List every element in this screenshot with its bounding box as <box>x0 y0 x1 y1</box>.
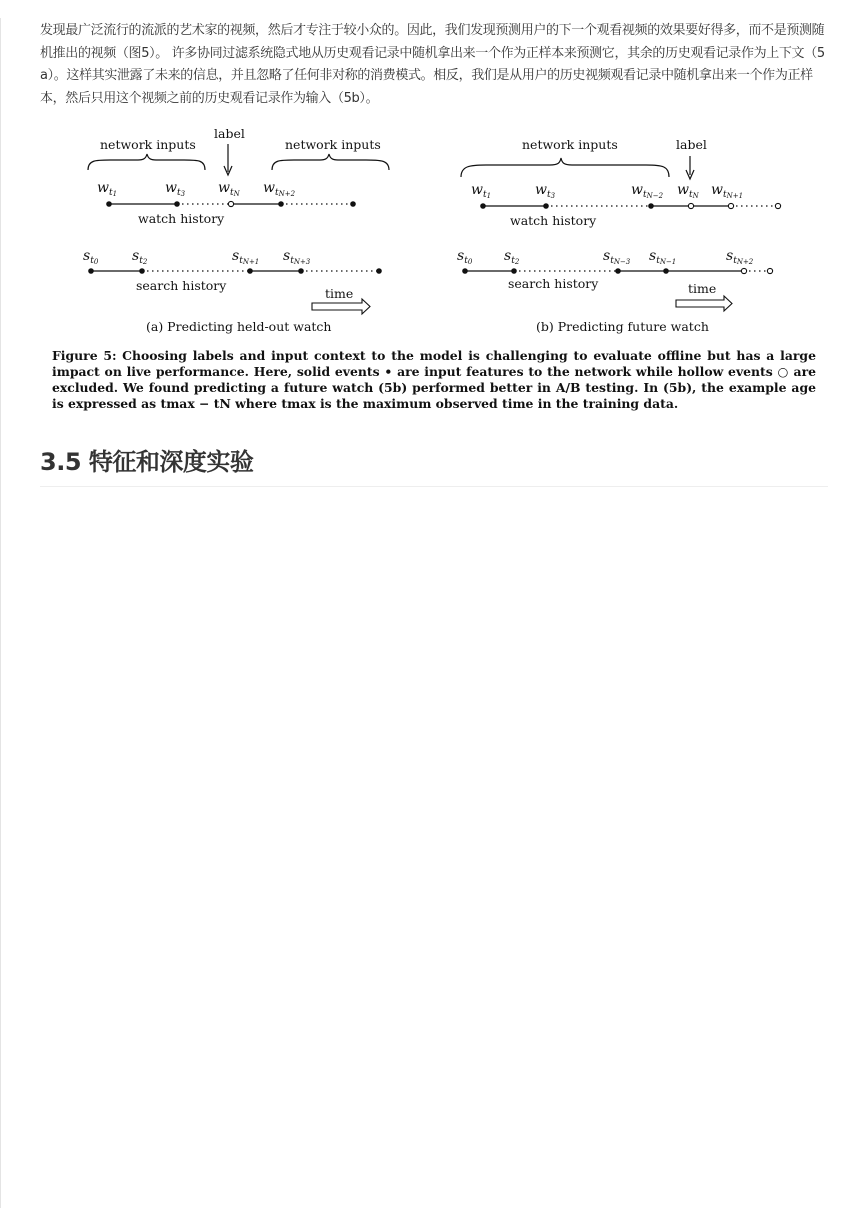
panel-b-search-event-5 <box>741 268 746 273</box>
panel-a-label: label <box>214 126 245 141</box>
section-heading: 3.5 特征和深度实验 <box>40 448 254 476</box>
panel-a-subcaption: (a) Predicting held-out watch <box>146 319 332 334</box>
panel-b-search-event-6 <box>767 268 772 273</box>
panel-b-search-label-1: st0 <box>457 248 473 266</box>
panel-b-watch-label-5: wtN+1 <box>711 182 744 200</box>
panel-b-watch-label-1: wt1 <box>471 182 492 200</box>
panel-b-watch-label-2: wt3 <box>535 182 556 200</box>
panel-a-search-history: search history <box>136 278 227 293</box>
panel-b-search-label-5: stN+2 <box>726 248 754 266</box>
panel-b-label: label <box>676 137 707 152</box>
panel-b-search-label-4: stN−1 <box>649 248 677 266</box>
panel-a-time-label: time <box>325 286 354 301</box>
panel-a-brace-2 <box>272 154 389 170</box>
panel-b-brace <box>461 158 669 177</box>
panel-b-watch-history: watch history <box>510 213 597 228</box>
panel-b-search-event-1 <box>462 268 468 274</box>
panel-b-time-arrow-icon <box>676 296 732 311</box>
panel-a-watch-event-3 <box>278 201 284 207</box>
body-paragraph: 发现最广泛流行的流派的艺术家的视频，然后才专注于较小众的。因此，我们发现预测用户的下一个观看视频的效果要好得多，而不是预测随机推出的视频（图5）。 许多协同过滤系统隐式地从历史观看记录中随机拿出来一个作为正样本来预测它，其余的历史观看记录作为上下文（5a）。这样其实泄露了未来的信息，并且忽略了任何非对称的消费模式。相反，我们是从用户的历史视频观看记录中随机拿出来一个作为正样本，然后只用这个视频之前的历史观看记录作为输入（5b）。 <box>40 23 825 106</box>
figure-caption-text: Choosing labels and input context to the model is challenging to evaluate offline but has a large impact on live performance. Here, solid events • are input features to the network while hollow events ○ are excluded. We found predicting a future watch (5b) performed better in A/B testing. In (5b), the example age is expressed as tmax − tN where tmax is the maximum observed time in the training data. <box>52 348 816 411</box>
panel-a-watch-label-2: wt3 <box>165 180 186 198</box>
panel-b-watch-label-4: wtN <box>677 182 699 200</box>
panel-b-subcaption: (b) Predicting future watch <box>536 319 709 334</box>
panel-a-watch-event-1 <box>106 201 112 207</box>
section-heading-container <box>40 446 828 487</box>
panel-a-watch-label-3: wtN <box>218 180 240 198</box>
panel-b-search-event-2 <box>511 268 517 274</box>
article-content <box>40 20 828 487</box>
figure-caption <box>52 348 816 412</box>
panel-b-watch-event-5 <box>775 203 780 208</box>
panel-b-search-label-2: st2 <box>504 248 520 266</box>
panel-a-watch-event-4 <box>350 201 356 207</box>
panel-a-search-event-2 <box>139 268 145 274</box>
panel-a-watch-label-4: wtN+2 <box>263 180 296 198</box>
figure-5-diagram <box>40 122 828 342</box>
left-border <box>0 18 1 1208</box>
panel-a-search-label-1: st0 <box>83 248 99 266</box>
panel-a-search-event-5 <box>376 268 382 274</box>
panel-b-network-inputs: network inputs <box>522 137 618 152</box>
figure-caption-label: Figure 5: <box>52 348 117 363</box>
panel-a-search-label-3: stN+1 <box>232 248 260 266</box>
panel-b-time-label: time <box>688 281 717 296</box>
panel-b-watch-label-3: wtN−2 <box>631 182 664 200</box>
panel-b-watch-event-3 <box>648 203 654 209</box>
panel-b-search-history: search history <box>508 276 599 291</box>
panel-a-search-label-2: st2 <box>132 248 148 266</box>
panel-a-watch-history: watch history <box>138 211 225 226</box>
panel-a-time-arrow-icon <box>312 299 370 314</box>
panel-a-network-inputs-1: network inputs <box>100 137 196 152</box>
panel-b-search-label-3: stN−3 <box>603 248 631 266</box>
panel-a-watch-event-label <box>228 201 233 206</box>
panel-a-search-label-4: stN+3 <box>283 248 311 266</box>
panel-b <box>457 137 781 334</box>
panel-a-search-event-4 <box>298 268 304 274</box>
panel-b-watch-event-4 <box>728 203 733 208</box>
panel-a-watch-event-2 <box>174 201 180 207</box>
panel-a-brace-1 <box>88 154 205 170</box>
panel-b-watch-event-2 <box>543 203 549 209</box>
figure-5 <box>40 122 828 412</box>
panel-b-search-event-3 <box>615 268 621 274</box>
panel-a-search-event-3 <box>247 268 253 274</box>
panel-b-watch-event-label <box>688 203 693 208</box>
panel-a <box>83 126 389 334</box>
panel-a-search-event-1 <box>88 268 94 274</box>
panel-a-network-inputs-2: network inputs <box>285 137 381 152</box>
panel-b-watch-event-1 <box>480 203 486 209</box>
panel-b-search-event-4 <box>663 268 669 274</box>
panel-a-watch-label-1: wt1 <box>97 180 118 198</box>
